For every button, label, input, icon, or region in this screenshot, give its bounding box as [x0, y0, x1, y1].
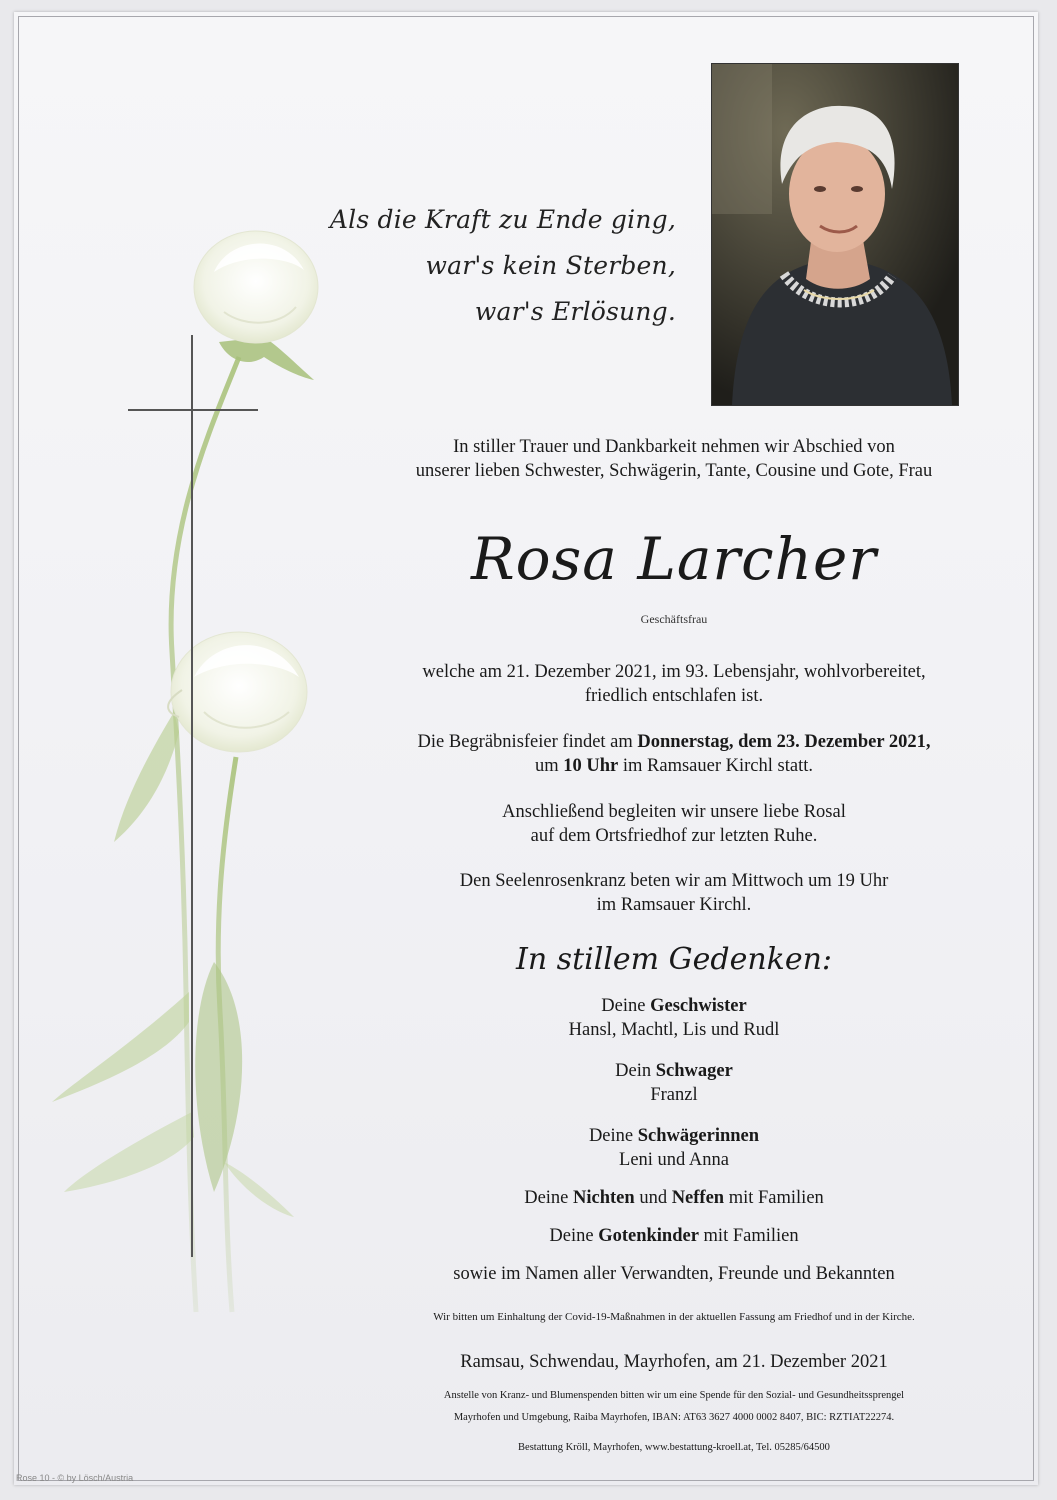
funeral-line-2: um 10 Uhr im Ramsauer Kirchl statt. [535, 756, 813, 776]
family-group-sisters-in-law: Deine Schwägerinnen Leni und Anna [354, 1124, 994, 1172]
in-memory-heading: In stillem Gedenken: [515, 942, 833, 977]
burial-line-1: Anschließend begleiten wir unsere liebe Rosal [502, 802, 846, 822]
portrait-image [712, 64, 958, 405]
memorial-quote [314, 197, 676, 335]
death-notice [354, 660, 994, 708]
quote-line-1: Als die Kraft zu Ende ging, [329, 205, 676, 234]
rosary-line-2: im Ramsauer Kirchl. [596, 895, 752, 915]
death-line-1: welche am 21. Dezember 2021, im 93. Lebensjahr, wohlvorbereitet, [422, 662, 926, 682]
quote-line-3: war's Erlösung. [474, 297, 676, 326]
obituary-sheet [14, 12, 1038, 1485]
family-all-relatives: sowie im Namen aller Verwandten, Freunde und Bekannten [453, 1264, 895, 1284]
intro-text [354, 435, 994, 483]
rosary-line-1: Den Seelenrosenkranz beten wir am Mittwoch um 19 Uhr [459, 871, 889, 891]
funeral-line-1: Die Begräbnisfeier findet am Donnerstag, dem 23. Dezember 2021, [417, 732, 931, 752]
burial-info [354, 800, 994, 848]
sisters-in-law-names: Leni und Anna [619, 1150, 729, 1170]
quote-line-2: war's kein Sterben, [425, 251, 676, 280]
rosary-info [354, 869, 994, 917]
portrait-photo [711, 63, 959, 406]
deceased-name: Rosa Larcher [470, 525, 878, 593]
death-line-2: friedlich entschlafen ist. [584, 686, 764, 706]
family-group-brother-in-law: Dein Schwager Franzl [354, 1059, 994, 1107]
place-and-date: Ramsau, Schwendau, Mayrhofen, am 21. Dezember 2021 [460, 1352, 888, 1372]
siblings-names: Hansl, Machtl, Lis und Rudl [568, 1020, 780, 1040]
donation-notice [354, 1385, 994, 1429]
undertaker-info: Bestattung Kröll, Mayrhofen, www.bestattung-kroell.at, Tel. 05285/64500 [518, 1442, 830, 1453]
cross-horizontal-line [128, 409, 258, 411]
covid-notice: Wir bitten um Einhaltung der Covid-19-Maßnahmen in der aktuellen Fassung am Friedhof und in der Kirche. [433, 1311, 915, 1323]
family-group-siblings: Deine Geschwister Hansl, Machtl, Lis und Rudl [354, 994, 994, 1042]
intro-line-1: In stiller Trauer und Dankbarkeit nehmen wir Abschied von [453, 437, 895, 457]
brother-in-law-names: Franzl [650, 1085, 698, 1105]
burial-line-2: auf dem Ortsfriedhof zur letzten Ruhe. [530, 826, 818, 846]
family-group-godchildren: Deine Gotenkinder mit Familien [549, 1226, 799, 1246]
donation-line-2: Mayrhofen und Umgebung, Raiba Mayrhofen, IBAN: AT63 3627 4000 0002 8407, BIC: RZTIAT22274. [453, 1412, 895, 1423]
intro-line-2: unserer lieben Schwester, Schwägerin, Tante, Cousine und Gote, Frau [415, 461, 933, 481]
funeral-info [354, 730, 994, 778]
deceased-occupation: Geschäftsfrau [640, 612, 708, 626]
donation-line-1: Anstelle von Kranz- und Blumenspenden bitten wir um eine Spende für den Sozial- und Gesundheitssprengel [443, 1390, 905, 1401]
family-group-nieces-nephews: Deine Nichten und Neffen mit Familien [524, 1188, 824, 1208]
design-credit: Rose 10 - © by Lösch/Austria [16, 1473, 134, 1483]
cross-vertical-line [191, 335, 193, 1257]
